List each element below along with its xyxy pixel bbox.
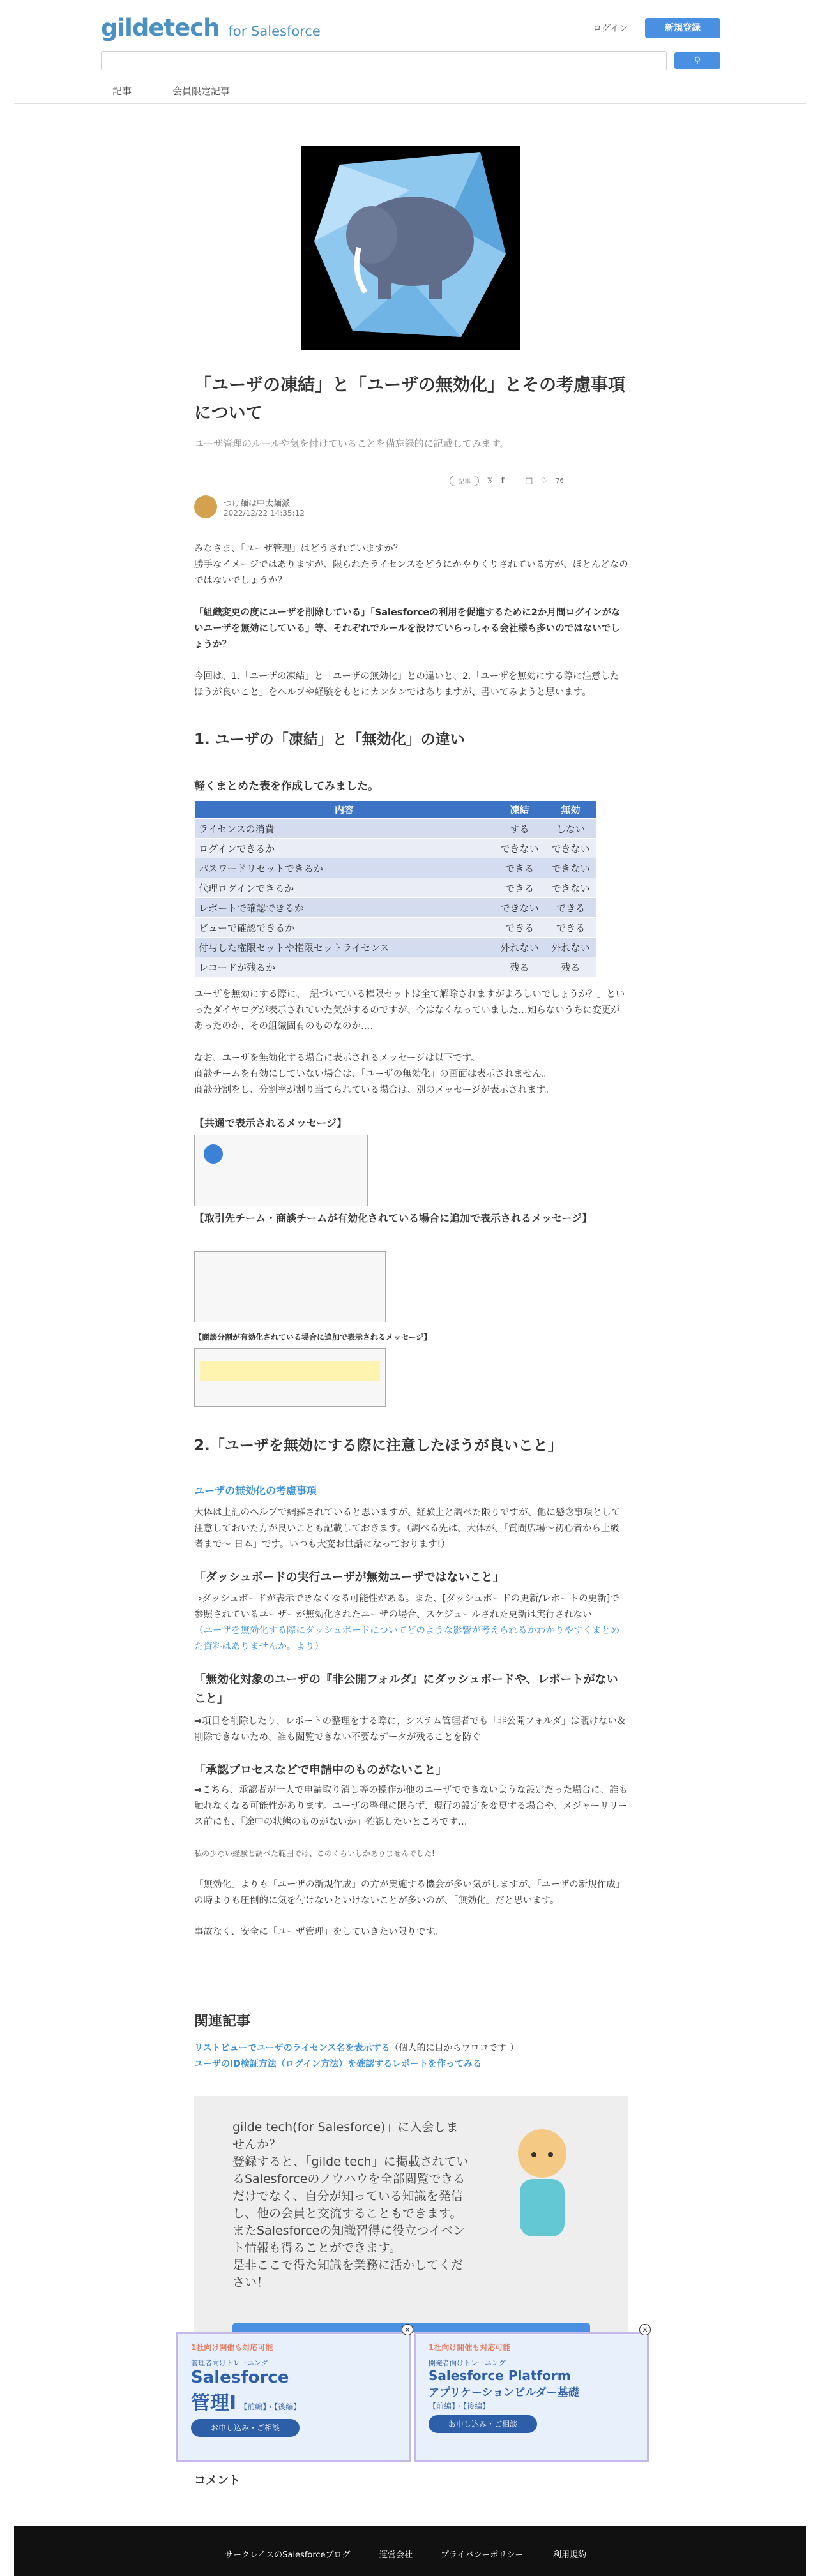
sub-heading: 「ダッシュボードの実行ユーザが無効ユーザではないこと」 xyxy=(194,1571,505,1584)
table-row xyxy=(195,898,596,918)
table-cell: ライセンスの消費 xyxy=(195,819,494,839)
paragraph: ⇒項目を削除したり、レポートの整理をする際に、システム管理者でも「非公開フォルダ」は覗けない＆削除できないため、誰も閲覧できない不要なデータが残ることを防ぐ xyxy=(194,1716,626,1742)
sub-heading: 「承認プロセスなどで申請中のものがないこと」 xyxy=(194,1764,447,1777)
table-cell: できない xyxy=(494,898,545,918)
message-heading-3 xyxy=(194,1331,628,1342)
table-row xyxy=(195,858,596,878)
paragraph: 商談チームを有効にしていない場合は、「ユーザの無効化」の画面は表示されません。 xyxy=(194,1069,552,1079)
paragraph: 事故なく、安全に「ユーザ管理」をしていきたい限りです。 xyxy=(194,1927,444,1937)
like-count: 76 xyxy=(556,477,564,484)
avatar[interactable] xyxy=(194,495,217,518)
bookmark-icon[interactable]: □ xyxy=(525,476,533,486)
paragraph: 「無効化」よりも「ユーザの新規作成」の方が実施する機会が多い気がしますが、「ユーザの新規作成」の時よりも圧倒的に気を付けないといけないことが多いのが、「無効化」だと思います。 xyxy=(194,1880,625,1906)
ad-subtitle: 【前編】・【後編】 xyxy=(429,2402,490,2411)
ad-category: 管理者向けトレーニング xyxy=(191,2359,268,2367)
table-cell: 外れない xyxy=(545,938,596,957)
table-row xyxy=(195,839,596,858)
paragraph: 商談分割をし、分割率が割り当てられている場合は、別のメッセージが表示されます。 xyxy=(194,1085,554,1095)
table-header: 内容 xyxy=(195,801,494,819)
paragraph: 大体は上記のヘルプで網羅されていると思いますが、経験上と調べた限りですが、他に懸念事項として注意しておいた方が良いことも記載しておきます。（調べる先は、大体が、「質問広場〜初心者から上級者まで〜 日本」です。いつも大変お世話になっております!） xyxy=(194,1508,621,1550)
table-header: 無効 xyxy=(545,801,596,819)
share-bar xyxy=(450,476,564,486)
table-cell: する xyxy=(494,819,545,839)
table-cell: できない xyxy=(545,858,596,878)
ad-title: Salesforce xyxy=(191,2368,289,2387)
article-title-wrap xyxy=(194,371,628,450)
message-heading: 【商談分割が有効化されている場合に追加で表示されるメッセージ】 xyxy=(194,1333,432,1342)
help-link[interactable]: ユーザの無効化の考慮事項 xyxy=(194,1485,317,1497)
table-cell: できる xyxy=(494,918,545,938)
table-cell: できる xyxy=(545,898,596,918)
paragraph: みなさま、「ユーザ管理」はどうされていますか？ xyxy=(194,544,403,554)
table-row xyxy=(195,819,596,839)
ad-title: アプリケーションビルダー基礎 xyxy=(429,2386,579,2399)
search-button[interactable] xyxy=(674,52,720,69)
paragraph: 勝手なイメージではありますが、限られたライセンスをどうにかやりくりされている方が、ほとんどなのではないでしょうか？ xyxy=(194,560,628,586)
table-cell: 付与した権限セットや権限セットライセンス xyxy=(195,938,494,957)
section-1 xyxy=(194,728,628,977)
nav-members[interactable]: 会員限定記事 xyxy=(172,86,231,97)
table-row xyxy=(195,918,596,938)
table-row xyxy=(195,938,596,957)
ad-tag: 1社向け開催も対応可能 xyxy=(191,2343,273,2352)
paragraph: 今回は、1.「ユーザの凍結」と「ユーザの無効化」との違いと、2.「ユーザを無効にする際に注意したほうが良いこと」をヘルプや経験をもとにカンタンではありますが、書いてみようと思います。 xyxy=(194,671,619,698)
main-nav xyxy=(112,84,271,98)
table-caption: 軽くまとめた表を作成してみました。 xyxy=(194,780,379,793)
table-cell: できない xyxy=(545,839,596,858)
table-header: 凍結 xyxy=(494,801,545,819)
mascot-illustration xyxy=(501,2122,584,2249)
paragraph: なお、ユーザを無効化する場合に表示されるメッセージは以下です。 xyxy=(194,1053,480,1063)
table-cell: 外れない xyxy=(494,938,545,957)
table-row xyxy=(195,957,596,977)
divider xyxy=(14,103,806,104)
note: 私の少ない経験と調べた範囲では、このくらいしかありませんでした! xyxy=(194,1849,435,1858)
section-2 xyxy=(194,1434,628,1940)
message-heading: 【共通で表示されるメッセージ】 xyxy=(194,1117,347,1129)
table-cell: ログインできるか xyxy=(195,839,494,858)
nav-articles[interactable]: 記事 xyxy=(112,86,132,97)
table-cell: できる xyxy=(494,878,545,898)
dialog-screenshot xyxy=(194,1348,386,1407)
close-icon[interactable]: × xyxy=(402,2324,413,2335)
heart-icon[interactable]: ♡ xyxy=(540,476,549,486)
header xyxy=(0,0,820,97)
table-cell: できない xyxy=(494,839,545,858)
ad-category: 開発者向けトレーニング xyxy=(429,2359,506,2367)
paragraph: ⇒こちら、承認者が一人で申請取り消し等の操作が他のユーザでできないような設定だった場合に、誰も触れなくなる可能性があります。ユーザの整理に限らず、現行の設定を変更する場合や、メジャーリリース前にも、「途中の状態のものがないか」確認したいところです… xyxy=(194,1785,628,1827)
comparison-table xyxy=(194,800,596,977)
category-badge[interactable]: 記事 xyxy=(450,476,479,486)
ad-banner[interactable] xyxy=(176,2325,411,2462)
dialog-screenshot xyxy=(194,1251,386,1322)
comments-heading: コメント xyxy=(194,2474,240,2487)
ad-title: 管理Ⅰ xyxy=(191,2392,237,2415)
table-row xyxy=(195,878,596,898)
login-link[interactable]: ログイン xyxy=(593,24,628,34)
close-icon[interactable]: × xyxy=(639,2324,651,2335)
footer-link[interactable]: サークレイスのSalesforceブログ xyxy=(225,2550,351,2560)
related-link[interactable]: ユーザのID検証方法（ログイン方法）を確認するレポートを作ってみる xyxy=(194,2059,482,2069)
table-cell: しない xyxy=(545,819,596,839)
table-cell: パスワードリセットできるか xyxy=(195,858,494,878)
table-cell: 残る xyxy=(494,957,545,977)
table-cell: レポートで確認できるか xyxy=(195,898,494,918)
ad-banners xyxy=(176,2323,649,2462)
signup-promo xyxy=(194,2096,628,2332)
related-heading: 関連記事 xyxy=(194,2014,251,2030)
comments xyxy=(194,2471,628,2488)
ad-tag: 1社向け開催も対応可能 xyxy=(429,2343,511,2352)
table-cell: ビューで確認できるか xyxy=(195,918,494,938)
paragraph: ユーザを無効にする際に、「紐づいている権限セットは全て解除されますがよろしいでしょうか？」といったダイヤログが表示されていた気がするのですが、今はなくなっていました…知らないうちに変更があったのか、その組織固有のものなのか‥‥ xyxy=(194,989,625,1031)
related-link[interactable]: リストビューでユーザのライセンス名を表示する xyxy=(194,2043,390,2053)
message-heading: 【取引先チーム・商談チームが有効化されている場合に追加で表示されるメッセージ】 xyxy=(194,1212,593,1224)
section-heading: 2.「ユーザを無効にする際に注意したほうが良いこと」 xyxy=(194,1437,563,1454)
article-lead: ユーザ管理のルールや気を付けていることを備忘録的に記載してみます。 xyxy=(194,438,510,449)
post-date: 2022/12/22 14:35:12 xyxy=(224,508,305,518)
footer-link[interactable]: 運営会社 xyxy=(379,2550,413,2560)
footer-link[interactable]: プライバシーポリシー xyxy=(441,2550,524,2560)
twitter-icon[interactable]: 𝕏 xyxy=(487,476,494,486)
intro xyxy=(194,541,628,701)
message-heading-2 xyxy=(194,1210,628,1227)
sub-heading: 「無効化対象のユーザの『非公開フォルダ』にダッシュボードや、レポートがないこと」 xyxy=(194,1673,618,1705)
table-cell: できる xyxy=(545,918,596,938)
promo-text: gilde tech(for Salesforce)」に入会しませんか？ 登録すると、「gilde tech」に掲載されているSalesforceのノウハウを全部閲覧できるだけでなく、自分が知っている知識を発信し、他の会員と交流することもできます。 またSalesforceの知識習得に役立つイベント情報も得ることができます。 是非ここで得た知識を業務に活かしてください！ xyxy=(232,2120,469,2289)
table-cell: できる xyxy=(494,858,545,878)
search-icon: ⚲ xyxy=(694,56,701,66)
notes xyxy=(194,987,628,1130)
section-heading: 1. ユーザの「凍結」と「無効化」の違い xyxy=(194,731,465,748)
table-cell: レコードが残るか xyxy=(195,957,494,977)
ad-cta-button[interactable]: お申し込み・ご相談 xyxy=(191,2419,300,2437)
page-title: 「ユーザの凍結」と「ユーザの無効化」とその考慮事項について xyxy=(194,375,625,423)
related-articles xyxy=(194,2011,628,2072)
footer xyxy=(14,2526,806,2576)
footer-link[interactable]: 利用規約 xyxy=(553,2550,587,2560)
ad-banner[interactable] xyxy=(414,2325,649,2462)
ad-cta-button[interactable]: お申し込み・ご相談 xyxy=(429,2415,537,2433)
author-name[interactable]: つけ麺は中太麺派 xyxy=(224,498,291,509)
related-note: （個人的に目からウロコです。） xyxy=(390,2043,519,2053)
table-cell: 残る xyxy=(545,957,596,977)
ad-subtitle: 【前編】・【後編】 xyxy=(239,2402,301,2411)
table-cell: 代理ログインできるか xyxy=(195,878,494,898)
paragraph: ⇒ダッシュボードが表示できなくなる可能性がある。また、[ダッシュボードの更新/レポートの更新]で参照されているユーザーが無効化されたユーザの場合、スケジュールされた更新は実行されない xyxy=(194,1594,619,1620)
ad-title: Salesforce Platform xyxy=(429,2368,571,2383)
dialog-screenshot xyxy=(194,1135,368,1206)
search-input[interactable] xyxy=(101,51,667,70)
signup-button[interactable]: 新規登録 xyxy=(645,18,720,38)
author-row xyxy=(194,495,628,518)
site-logo[interactable]: gildetech for Salesforce xyxy=(101,14,321,41)
facebook-icon[interactable]: f xyxy=(501,476,505,486)
reference-link[interactable]: （ユーザを無効化する際にダッシュボードについてどのような影響が考えられるかわかりやすくまとめた資料はありませんか。より） xyxy=(194,1626,620,1652)
table-cell: できない xyxy=(545,878,596,898)
paragraph: 「組織変更の度にユーザを削除している」「Salesforceの利用を促進するために2か月間ログインがないユーザを無効にしている」等、それぞれでルールを設けていらっしゃる会社様も多いのではないでしょうか？ xyxy=(194,608,621,650)
hero-image xyxy=(301,146,520,350)
